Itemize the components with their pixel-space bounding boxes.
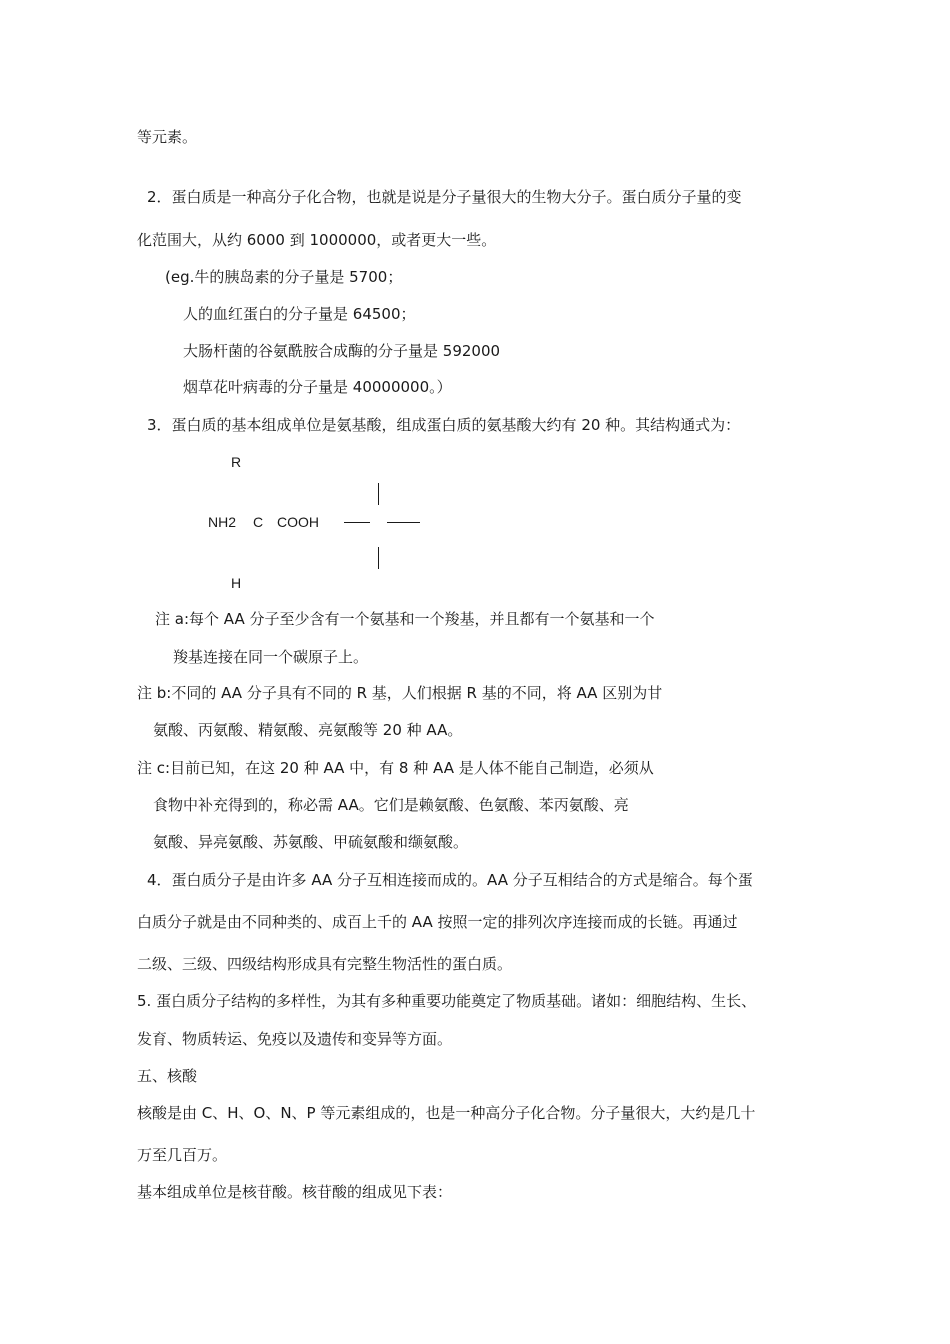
note-b-line-2: 氨酸、丙氨酸、精氨酸、亮氨酸等 20 种 AA。 [153, 721, 463, 739]
paragraph-2-line-2: 化范围大，从约 6000 到 1000000，或者更大一些。 [137, 231, 497, 249]
formula-nh2: NH2 [208, 514, 237, 530]
nucleic-acid-line-3: 基本组成单位是核苷酸。核苷酸的组成见下表： [137, 1183, 453, 1201]
paragraph-5-line-2: 发育、物质转运、免疫以及遗传和变异等方面。 [137, 1030, 453, 1048]
paragraph-4-line-3: 二级、三级、四级结构形成具有完整生物活性的蛋白质。 [137, 955, 513, 973]
nucleic-acid-line-1: 核酸是由 C、H、O、N、P 等元素组成的，也是一种高分子化合物。分子量很大，大约是几十 [137, 1104, 756, 1122]
formula-h: H [231, 575, 242, 591]
formula-cooh: COOH [277, 514, 319, 530]
text-line: 等元素。 [137, 128, 198, 146]
example-line-3: 大肠杆菌的谷氨酰胺合成酶的分子量是 592000 [183, 342, 501, 360]
example-line-1: (eg.牛的胰岛素的分子量是 5700； [165, 268, 403, 286]
note-c-line-1: 注 c:目前已知，在这 20 种 AA 中，有 8 种 AA 是人体不能自己制造，必须从 [137, 759, 654, 777]
nucleic-acid-line-2: 万至几百万。 [137, 1146, 228, 1164]
formula-r-group: R [231, 454, 242, 470]
paragraph-4-line-2: 白质分子就是由不同种类的、成百上千的 AA 按照一定的排列次序连接而成的长链。再通过 [137, 913, 738, 931]
note-a-line-2: 羧基连接在同一个碳原子上。 [173, 648, 369, 666]
section-heading-nucleic-acid: 五、核酸 [137, 1067, 198, 1085]
note-c-line-3: 氨酸、异亮氨酸、苏氨酸、甲硫氨酸和缬氨酸。 [153, 833, 469, 851]
paragraph-5-line-1: 5. 蛋白质分子结构的多样性，为其有多种重要功能奠定了物质基础。诸如：细胞结构、生长、 [137, 992, 757, 1010]
formula-bond-top [378, 483, 379, 505]
formula-bond-right [387, 522, 420, 523]
paragraph-3: 3．蛋白质的基本组成单位是氨基酸，组成蛋白质的氨基酸大约有 20 种。其结构通式为： [147, 416, 741, 434]
note-c-line-2: 食物中补充得到的，称必需 AA。它们是赖氨酸、色氨酸、苯丙氨酸、亮 [153, 796, 629, 814]
formula-carbon: C [253, 514, 264, 530]
paragraph-4-line-1: 4．蛋白质分子是由许多 AA 分子互相连接而成的。AA 分子互相结合的方式是缩合。每个蛋 [147, 871, 753, 889]
formula-bond-left [344, 522, 370, 523]
paragraph-2-line-1: 2．蛋白质是一种高分子化合物，也就是说是分子量很大的生物大分子。蛋白质分子量的变 [147, 188, 742, 206]
note-b-line-1: 注 b:不同的 AA 分子具有不同的 R 基，人们根据 R 基的不同，将 AA 区别为甘 [137, 684, 663, 702]
example-line-4: 烟草花叶病毒的分子量是 40000000。） [183, 378, 452, 396]
example-line-2: 人的血红蛋白的分子量是 64500； [183, 305, 416, 323]
note-a-line-1: 注 a:每个 AA 分子至少含有一个氨基和一个羧基，并且都有一个氨基和一个 [155, 610, 655, 628]
formula-bond-bottom [378, 547, 379, 569]
